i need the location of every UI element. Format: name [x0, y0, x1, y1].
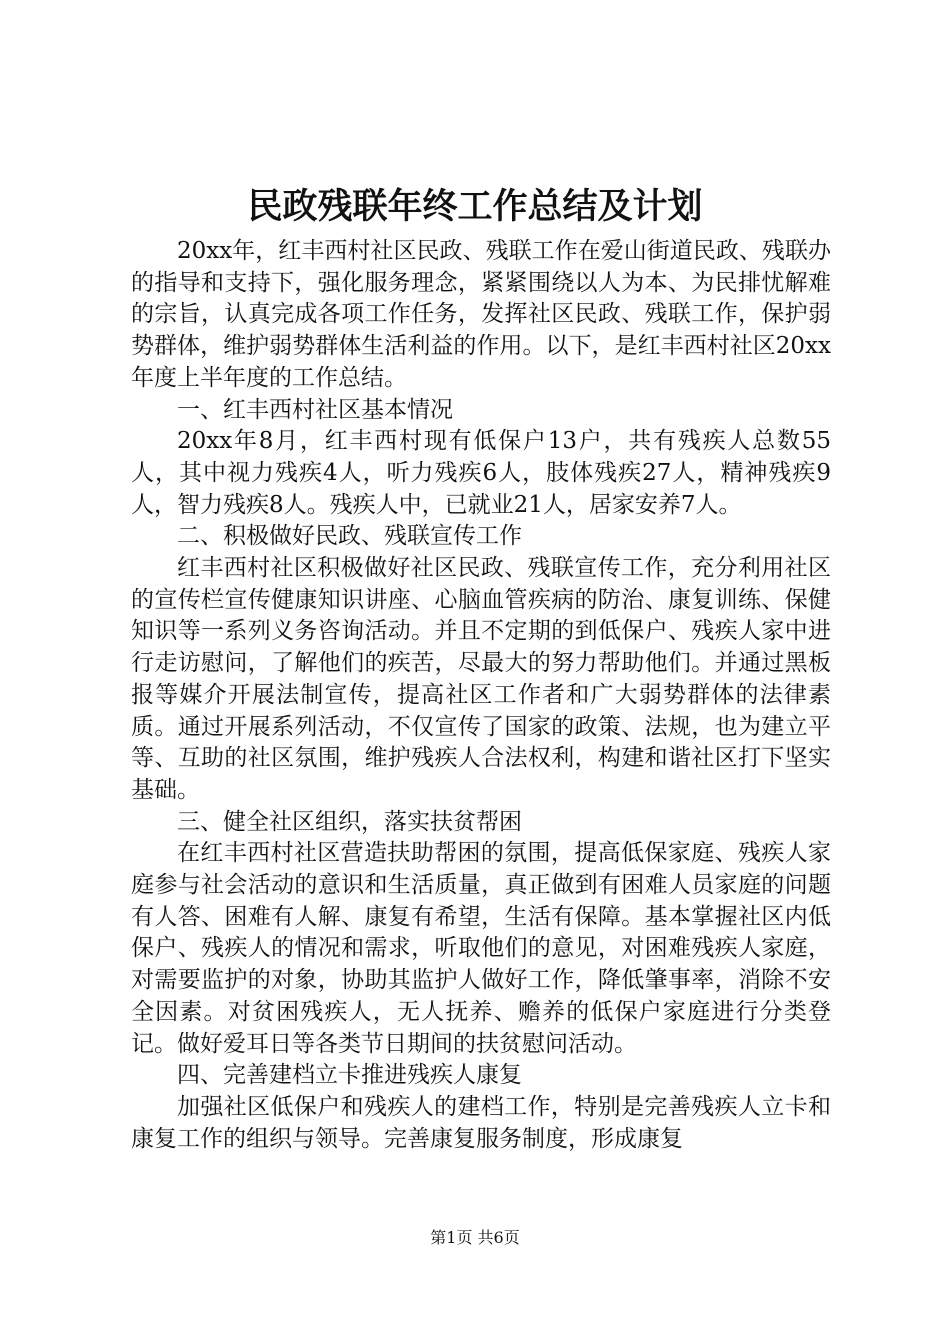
page-footer: 第1页 共6页	[430, 1228, 520, 1247]
section-heading-1: 一、红丰西村社区基本情况	[177, 396, 453, 423]
document-body	[131, 236, 831, 1155]
section-heading-2: 二、积极做好民政、残联宣传工作	[177, 523, 522, 550]
paragraph-intro: 20xx年，红丰西村社区民政、残联工作在爱山街道民政、残联办的指导和支持下，强化服务理念，紧紧围绕以人为本、为民排忧解难的宗旨，认真完成各项工作任务，发挥社区民政、残联工作，保护弱势群体，维护弱势群体生活利益的作用。以下，是红丰西村社区20xx年度上半年度的工作总结。	[131, 238, 831, 391]
paragraph-section-1: 20xx年8月，红丰西村现有低保户13户，共有残疾人总数55人，其中视力残疾4人，听力残疾6人，肢体残疾27人，精神残疾9人，智力残疾8人。残疾人中，已就业21人，居家安养7人。	[131, 428, 831, 518]
paragraph-section-3: 在红丰西村社区营造扶助帮困的氛围，提高低保家庭、残疾人家庭参与社会活动的意识和生活质量，真正做到有困难人员家庭的问题有人答、困难有人解、康复有希望，生活有保障。基本掌握社区内低保户、残疾人的情况和需求，听取他们的意见，对困难残疾人家庭，对需要监护的对象，协助其监护人做好工作，降低肇事率，消除不安全因素。对贫困残疾人，无人抚养、赡养的低保户家庭进行分类登记。做好爱耳日等各类节日期间的扶贫慰问活动。	[131, 840, 831, 1057]
paragraph-section-2: 红丰西村社区积极做好社区民政、残联宣传工作，充分利用社区的宣传栏宣传健康知识讲座、心脑血管疾病的防治、康复训练、保健知识等一系列义务咨询活动。并且不定期的到低保户、残疾人家中进行走访慰问，了解他们的疾苦，尽最大的努力帮助他们。并通过黑板报等媒介开展法制宣传，提高社区工作者和广大弱势群体的法律素质。通过开展系列活动，不仅宣传了国家的政策、法规，也为建立平等、互助的社区氛围，维护残疾人合法权利，构建和谐社区打下坚实基础。	[131, 555, 831, 803]
section-heading-4: 四、完善建档立卡推进残疾人康复	[177, 1062, 522, 1089]
paragraph-section-4: 加强社区低保户和残疾人的建档工作，特别是完善残疾人立卡和康复工作的组织与领导。完善康复服务制度，形成康复	[131, 1093, 831, 1152]
section-heading-3: 三、健全社区组织，落实扶贫帮困	[177, 808, 522, 835]
document-title: 民政残联年终工作总结及计划	[247, 186, 703, 227]
